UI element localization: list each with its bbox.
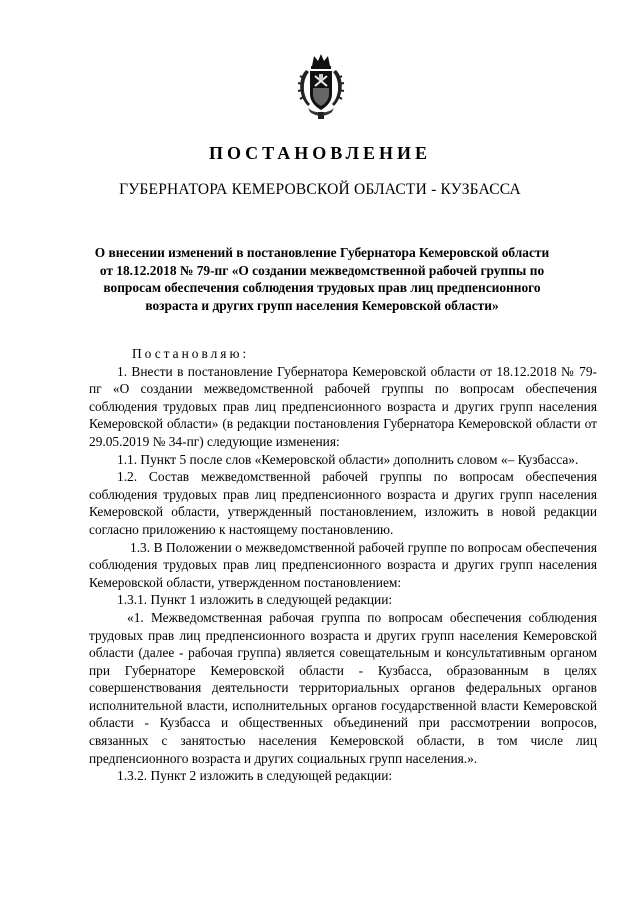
clause-1-3-1: 1.3.1. Пункт 1 изложить в следующей редакции: xyxy=(117,592,393,608)
document-body xyxy=(89,345,597,785)
clause-1-3: 1.3. В Положении о межведомственной рабочей группе по вопросам обеспечения соблюдения трудовых прав лиц предпенсионного возраста и других групп населения Кемеровской области, утвержденном постановлением: xyxy=(89,539,597,590)
clause-1-1: 1.1. Пункт 5 после слов «Кемеровской области» дополнить словом «– Кузбасса». xyxy=(117,451,579,467)
decree-word: Постановляю: xyxy=(132,346,250,361)
clause-1: 1. Внести в постановление Губернатора Кемеровской области от 18.12.2018 № 79-пг «О создании межведомственной рабочей группы по вопросам обеспечения соблюдения трудовых прав лиц предпенсионного возраста и других групп населения Кемеровской области» (в редакции постановления Губернатора Кемеровской области от 29.05.2019 № 34-пг) следующие изменения: xyxy=(89,363,597,449)
issuing-authority: ГУБЕРНАТОРА КЕМЕРОВСКОЙ ОБЛАСТИ - КУЗБАССА xyxy=(119,181,521,198)
document-type-heading: ПОСТАНОВЛЕНИЕ xyxy=(208,143,432,163)
coat-of-arms-icon xyxy=(296,52,346,120)
document-subject-title: О внесении изменений в постановление Губернатора Кемеровской области от 18.12.2018 № 79-пг «О создании межведомственной рабочей группы по вопросам обеспечения соблюдения трудовых прав лиц предпенсионного возраста и других групп населения Кемеровской области» xyxy=(94,245,550,313)
clause-1-2: 1.2. Состав межведомственной рабочей группы по вопросам обеспечения соблюдения трудовых прав лиц предпенсионного возраста и других групп населения Кемеровской области, утвержденный постановлением, изложить в новой редакции согласно приложению к настоящему постановлению. xyxy=(89,469,597,537)
quoted-clause-1: «1. Межведомственная рабочая группа по вопросам обеспечения соблюдения трудовых прав лиц предпенсионного возраста и других групп населения Кемеровской области (далее - рабочая группа) является совещательным и консультативным органом при Губернаторе Кемеровской области - Кузбасса, образованным в целях совершенствования деятельности территориальных органов федеральных органов исполнительной власти, исполнительных органов государственной власти Кемеровской области - Кузбасса и общественных объединений при рассмотрении вопросов, связанных с занятостью населения Кемеровской области, в том числе лиц предпенсионного возраста и других социальных групп населения.». xyxy=(89,609,597,766)
clause-1-3-2: 1.3.2. Пункт 2 изложить в следующей редакции: xyxy=(117,768,393,784)
